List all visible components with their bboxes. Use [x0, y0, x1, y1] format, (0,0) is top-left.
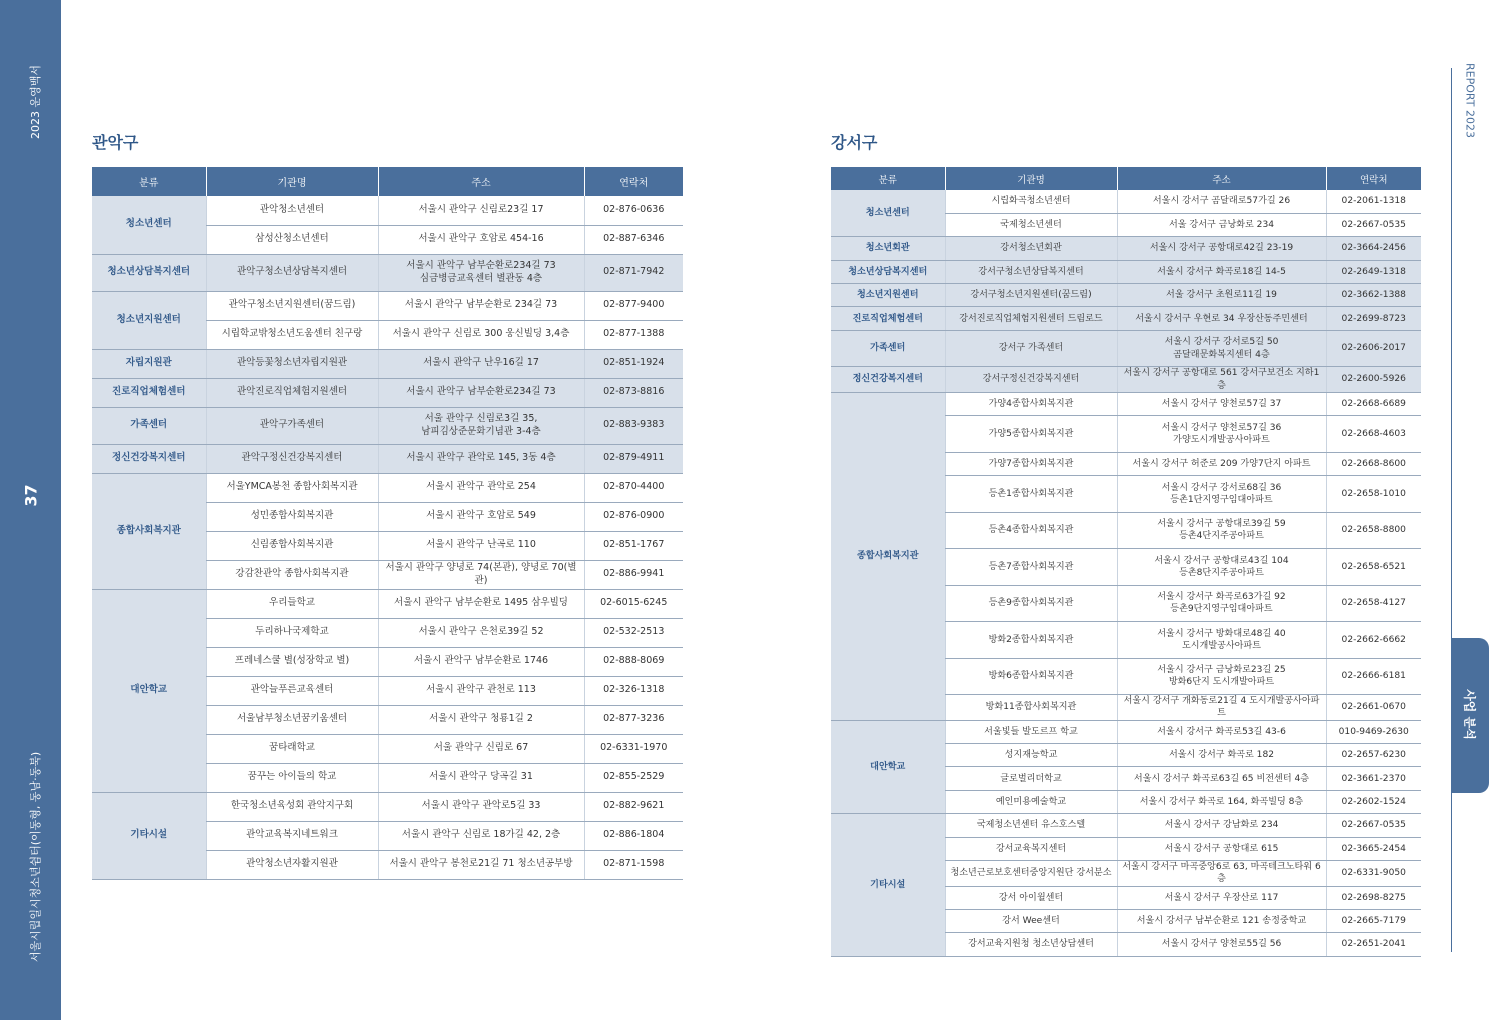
org-name-cell: 강서교육복지센터 [945, 837, 1117, 860]
section-title-gangseo: 강서구 [831, 133, 878, 152]
address-cell: 서울시 관악구 봉천로21길 71 청소년공부방 [378, 850, 584, 879]
org-name-cell: 프레네스쿨 별(성장학교 별) [206, 647, 378, 676]
address-cell: 서울시 강서구 강서로5길 50 곰달래문화복지센터 4층 [1117, 330, 1326, 367]
phone-cell: 02-2658-8800 [1326, 512, 1421, 549]
address-cell: 서울시 관악구 청룡1길 2 [378, 705, 584, 734]
address-cell: 서울시 강서구 남부순환로 121 송정중학교 [1117, 909, 1326, 932]
phone-cell: 02-2668-8600 [1326, 452, 1421, 475]
address-cell: 서울시 관악구 관천로 113 [378, 676, 584, 705]
category-cell: 정신건강복지센터 [831, 367, 945, 393]
address-cell: 서울시 강서구 우장산로 117 [1117, 886, 1326, 909]
phone-cell: 02-2668-4603 [1326, 416, 1421, 453]
org-name-cell: 관악청소년센터 [206, 196, 378, 225]
address-cell: 서울 강서구 초원로11길 19 [1117, 284, 1326, 307]
category-cell: 청소년회관 [831, 237, 945, 260]
phone-cell: 02-3665-2454 [1326, 837, 1421, 860]
phone-cell: 02-2606-2017 [1326, 330, 1421, 367]
category-cell: 청소년센터 [92, 196, 206, 254]
category-cell: 진로직업체험센터 [831, 307, 945, 330]
org-name-cell: 관악청소년자활지원관 [206, 850, 378, 879]
table-header-row [92, 167, 683, 196]
address-cell: 서울시 강서구 마곡중앙6로 63, 마곡테크노타워 6층 [1117, 861, 1326, 887]
table-row [831, 284, 1421, 307]
phone-cell: 02-2658-1010 [1326, 476, 1421, 513]
org-name-cell: 등촌1종합사회복지관 [945, 476, 1117, 513]
phone-cell: 02-2668-6689 [1326, 392, 1421, 415]
org-name-cell: 강감찬관악 종합사회복지관 [206, 560, 378, 589]
page-number: 37 [21, 484, 41, 507]
org-name-cell: 성지재능학교 [945, 744, 1117, 767]
phone-cell: 02-882-9621 [584, 792, 683, 821]
org-name-cell: 방화6종합사회복지관 [945, 658, 1117, 695]
address-cell: 서울시 관악구 은천로39길 52 [378, 618, 584, 647]
section-tab-label: 사업 분석 [1462, 689, 1477, 740]
org-name-cell: 강서청소년회관 [945, 237, 1117, 260]
org-name-cell: 두리하나국제학교 [206, 618, 378, 647]
address-cell: 서울시 강서구 강서로68길 36 등촌1단지영구임대아파트 [1117, 476, 1326, 513]
phone-cell: 02-870-4400 [584, 473, 683, 502]
address-cell: 서울시 관악구 당곡길 31 [378, 763, 584, 792]
header-name: 기관명 [945, 167, 1117, 190]
header-phone: 연락처 [584, 167, 683, 196]
org-name-cell: 관악교육복지네트워크 [206, 821, 378, 850]
gangseo-table [831, 167, 1421, 957]
address-cell: 서울 관악구 신림로 67 [378, 734, 584, 763]
section-title-gwanak: 관악구 [92, 133, 139, 152]
address-cell: 서울시 강서구 곰달래로57가길 26 [1117, 190, 1326, 213]
table-row [831, 814, 1421, 837]
org-name-cell: 관악늘푸른교육센터 [206, 676, 378, 705]
org-name-cell: 예인미용예술학교 [945, 790, 1117, 813]
phone-cell: 02-876-0900 [584, 502, 683, 531]
org-name-cell: 강서구청소년상담복지센터 [945, 260, 1117, 283]
header-phone: 연락처 [1326, 167, 1421, 190]
table-row [92, 407, 683, 444]
header-address: 주소 [378, 167, 584, 196]
org-name-cell: 서울남부청소년꿈키움센터 [206, 705, 378, 734]
org-name-cell: 시립학교밖청소년도움센터 친구랑 [206, 320, 378, 349]
org-name-cell: 가양5종합사회복지관 [945, 416, 1117, 453]
address-cell: 서울시 관악구 남부순환로234길 73 심금병금교육센터 별관동 4층 [378, 254, 584, 291]
org-name-cell: 성민종합사회복지관 [206, 502, 378, 531]
address-cell: 서울시 강서구 공항대로 561 강서구보건소 지하1층 [1117, 367, 1326, 393]
address-cell: 서울시 관악구 난우16길 17 [378, 349, 584, 378]
org-name-cell: 강서구정신건강복지센터 [945, 367, 1117, 393]
address-cell: 서울시 강서구 우현로 34 우장산동주민센터 [1117, 307, 1326, 330]
address-cell: 서울시 강서구 공항대로39길 59 등촌4단지주공아파트 [1117, 512, 1326, 549]
phone-cell: 02-2657-6230 [1326, 744, 1421, 767]
header-address: 주소 [1117, 167, 1326, 190]
address-cell: 서울시 관악구 양녕로 74(본관), 양녕로 70(별관) [378, 560, 584, 589]
phone-cell: 02-3662-1388 [1326, 284, 1421, 307]
phone-cell: 02-2698-8275 [1326, 886, 1421, 909]
org-name-cell: 등촌7종합사회복지관 [945, 549, 1117, 586]
address-cell: 서울시 관악구 남부순환로 234길 73 [378, 291, 584, 320]
category-cell: 진로직업체험센터 [92, 378, 206, 407]
address-cell: 서울시 강서구 허준로 209 가양7단지 아파트 [1117, 452, 1326, 475]
phone-cell: 010-9469-2630 [1326, 720, 1421, 743]
phone-cell: 02-888-8069 [584, 647, 683, 676]
org-name-cell: 관악진로직업체험지원센터 [206, 378, 378, 407]
phone-cell: 02-3661-2370 [1326, 767, 1421, 790]
table-row [831, 237, 1421, 260]
org-name-cell: 강서구 가족센터 [945, 330, 1117, 367]
address-cell: 서울시 강서구 화곡로18길 14-5 [1117, 260, 1326, 283]
org-name-cell: 삼성산청소년센터 [206, 225, 378, 254]
address-cell: 서울시 관악구 남부순환로 1746 [378, 647, 584, 676]
table-row [92, 349, 683, 378]
table-row [831, 367, 1421, 393]
org-name-cell: 한국청소년육성회 관악지구회 [206, 792, 378, 821]
category-cell: 청소년지원센터 [92, 291, 206, 349]
address-cell: 서울시 강서구 공항대로 615 [1117, 837, 1326, 860]
org-name-cell: 방화11종합사회복지관 [945, 695, 1117, 721]
phone-cell: 02-2667-0535 [1326, 213, 1421, 236]
header-category: 분류 [92, 167, 206, 196]
org-name-cell: 등촌4종합사회복지관 [945, 512, 1117, 549]
category-cell: 청소년지원센터 [831, 284, 945, 307]
address-cell: 서울시 강서구 공항대로43길 104 등촌8단지주공아파트 [1117, 549, 1326, 586]
org-name-cell: 글로벌리더학교 [945, 767, 1117, 790]
address-cell: 서울 강서구 금낭화로 234 [1117, 213, 1326, 236]
table-row [92, 589, 683, 618]
header-name: 기관명 [206, 167, 378, 196]
address-cell: 서울 관악구 신림로3길 35, 남피김상준문화기념관 3-4층 [378, 407, 584, 444]
table-row [831, 330, 1421, 367]
table-row [92, 196, 683, 225]
address-cell: 서울시 관악구 호암로 454-16 [378, 225, 584, 254]
table-header-row [831, 167, 1421, 190]
phone-cell: 02-877-1388 [584, 320, 683, 349]
category-cell: 기타시설 [831, 814, 945, 956]
address-cell: 서울시 관악구 남부순환로234길 73 [378, 378, 584, 407]
phone-cell: 02-3664-2456 [1326, 237, 1421, 260]
phone-cell: 02-887-6346 [584, 225, 683, 254]
phone-cell: 02-879-4911 [584, 444, 683, 473]
table-row [92, 254, 683, 291]
address-cell: 서울시 강서구 강남화로 234 [1117, 814, 1326, 837]
category-cell: 청소년상담복지센터 [831, 260, 945, 283]
phone-cell: 02-532-2513 [584, 618, 683, 647]
org-name-cell: 관악구청소년지원센터(꿈드림) [206, 291, 378, 320]
table-row [831, 307, 1421, 330]
org-name-cell: 강서진로직업체험지원센터 드림로드 [945, 307, 1117, 330]
address-cell: 서울시 강서구 화곡로 164, 화곡빌딩 8층 [1117, 790, 1326, 813]
address-cell: 서울시 관악구 남부순환로 1495 삼우빌딩 [378, 589, 584, 618]
phone-cell: 02-326-1318 [584, 676, 683, 705]
table-row [92, 444, 683, 473]
category-cell: 자립지원관 [92, 349, 206, 378]
org-name-cell: 관악구가족센터 [206, 407, 378, 444]
org-name-cell: 서울YMCA봉천 종합사회복지관 [206, 473, 378, 502]
phone-cell: 02-2602-1524 [1326, 790, 1421, 813]
address-cell: 서울시 관악구 신림로 18가길 42, 2층 [378, 821, 584, 850]
table-row [831, 392, 1421, 415]
phone-cell: 02-2651-2041 [1326, 933, 1421, 956]
phone-cell: 02-2699-8723 [1326, 307, 1421, 330]
table-row [831, 190, 1421, 213]
org-name-cell: 등촌9종합사회복지관 [945, 585, 1117, 622]
org-name-cell: 우리들학교 [206, 589, 378, 618]
category-cell: 대안학교 [831, 720, 945, 814]
org-name-cell: 가양7종합사회복지관 [945, 452, 1117, 475]
org-name-cell: 시립화곡청소년센터 [945, 190, 1117, 213]
phone-cell: 02-871-1598 [584, 850, 683, 879]
phone-cell: 02-2661-0670 [1326, 695, 1421, 721]
org-name-cell: 꿈타래학교 [206, 734, 378, 763]
category-cell: 가족센터 [831, 330, 945, 367]
org-name-cell: 방화2종합사회복지관 [945, 622, 1117, 659]
address-cell: 서울시 강서구 금낭화로23길 25 방화6단지 도시개발아파트 [1117, 658, 1326, 695]
sidebar-bottom-text: 서울시립일시청소년쉼터(이동형, 동남·동북) [29, 751, 42, 963]
address-cell: 서울시 관악구 신림로 300 웅신빌딩 3,4층 [378, 320, 584, 349]
category-cell: 기타시설 [92, 792, 206, 879]
right-margin-line [1451, 68, 1452, 952]
phone-cell: 02-871-7942 [584, 254, 683, 291]
address-cell: 서울시 강서구 화곡로63길 65 비전센터 4층 [1117, 767, 1326, 790]
table-row [92, 291, 683, 320]
org-name-cell: 관악등꽃청소년자립지원관 [206, 349, 378, 378]
org-name-cell: 강서구청소년지원센터(꿈드림) [945, 284, 1117, 307]
phone-cell: 02-2665-7179 [1326, 909, 1421, 932]
category-cell: 종합사회복지관 [831, 392, 945, 720]
phone-cell: 02-851-1924 [584, 349, 683, 378]
category-cell: 대안학교 [92, 589, 206, 792]
table-row [831, 720, 1421, 743]
phone-cell: 02-2667-0535 [1326, 814, 1421, 837]
phone-cell: 02-2658-6521 [1326, 549, 1421, 586]
org-name-cell: 관악구정신건강복지센터 [206, 444, 378, 473]
address-cell: 서울시 관악구 관악로 254 [378, 473, 584, 502]
org-name-cell: 가양4종합사회복지관 [945, 392, 1117, 415]
org-name-cell: 청소년근로보호센터중앙지원단 강서분소 [945, 861, 1117, 887]
category-cell: 종합사회복지관 [92, 473, 206, 589]
address-cell: 서울시 강서구 양천로57길 37 [1117, 392, 1326, 415]
org-name-cell: 국제청소년센터 유스호스텔 [945, 814, 1117, 837]
address-cell: 서울시 관악구 호암로 549 [378, 502, 584, 531]
category-cell: 가족센터 [92, 407, 206, 444]
org-name-cell: 서울빛들 발도르프 학교 [945, 720, 1117, 743]
phone-cell: 02-877-3236 [584, 705, 683, 734]
address-cell: 서울시 관악구 관악로5길 33 [378, 792, 584, 821]
address-cell: 서울시 관악구 관악로 145, 3동 4층 [378, 444, 584, 473]
address-cell: 서울시 강서구 화곡로53길 43-6 [1117, 720, 1326, 743]
gwanak-table [92, 167, 683, 880]
org-name-cell: 강서 아이윌센터 [945, 886, 1117, 909]
table-row [92, 378, 683, 407]
table-row [831, 260, 1421, 283]
phone-cell: 02-2658-4127 [1326, 585, 1421, 622]
org-name-cell: 강서 Wee센터 [945, 909, 1117, 932]
phone-cell: 02-6331-9050 [1326, 861, 1421, 887]
phone-cell: 02-873-8816 [584, 378, 683, 407]
address-cell: 서울시 강서구 개화동로21길 4 도시개발공사아파트 [1117, 695, 1326, 721]
phone-cell: 02-2649-1318 [1326, 260, 1421, 283]
category-cell: 정신건강복지센터 [92, 444, 206, 473]
phone-cell: 02-851-1767 [584, 531, 683, 560]
address-cell: 서울시 강서구 공항대로42길 23-19 [1117, 237, 1326, 260]
phone-cell: 02-876-0636 [584, 196, 683, 225]
sidebar-top-text: 2023 운영백서 [29, 65, 42, 139]
phone-cell: 02-2662-6662 [1326, 622, 1421, 659]
address-cell: 서울시 강서구 양천로55길 56 [1117, 933, 1326, 956]
table-row [92, 473, 683, 502]
address-cell: 서울시 강서구 화곡로63가길 92 등촌9단지영구임대아파트 [1117, 585, 1326, 622]
org-name-cell: 강서교육지원청 청소년상담센터 [945, 933, 1117, 956]
address-cell: 서울시 관악구 신림로23길 17 [378, 196, 584, 225]
phone-cell: 02-2666-6181 [1326, 658, 1421, 695]
phone-cell: 02-2061-1318 [1326, 190, 1421, 213]
phone-cell: 02-2600-5926 [1326, 367, 1421, 393]
org-name-cell: 꿈꾸는 아이들의 학교 [206, 763, 378, 792]
phone-cell: 02-886-9941 [584, 560, 683, 589]
header-category: 분류 [831, 167, 945, 190]
address-cell: 서울시 강서구 양천로57길 36 가양도시개발공사아파트 [1117, 416, 1326, 453]
table-row [92, 792, 683, 821]
address-cell: 서울시 강서구 방화대로48길 40 도시개발공사아파트 [1117, 622, 1326, 659]
category-cell: 청소년센터 [831, 190, 945, 237]
address-cell: 서울시 강서구 화곡로 182 [1117, 744, 1326, 767]
phone-cell: 02-855-2529 [584, 763, 683, 792]
org-name-cell: 관악구청소년상담복지센터 [206, 254, 378, 291]
report-label: REPORT 2023 [1463, 63, 1477, 138]
phone-cell: 02-886-1804 [584, 821, 683, 850]
phone-cell: 02-877-9400 [584, 291, 683, 320]
phone-cell: 02-6331-1970 [584, 734, 683, 763]
org-name-cell: 국제청소년센터 [945, 213, 1117, 236]
address-cell: 서울시 관악구 난곡로 110 [378, 531, 584, 560]
phone-cell: 02-883-9383 [584, 407, 683, 444]
org-name-cell: 신림종합사회복지관 [206, 531, 378, 560]
phone-cell: 02-6015-6245 [584, 589, 683, 618]
category-cell: 청소년상담복지센터 [92, 254, 206, 291]
